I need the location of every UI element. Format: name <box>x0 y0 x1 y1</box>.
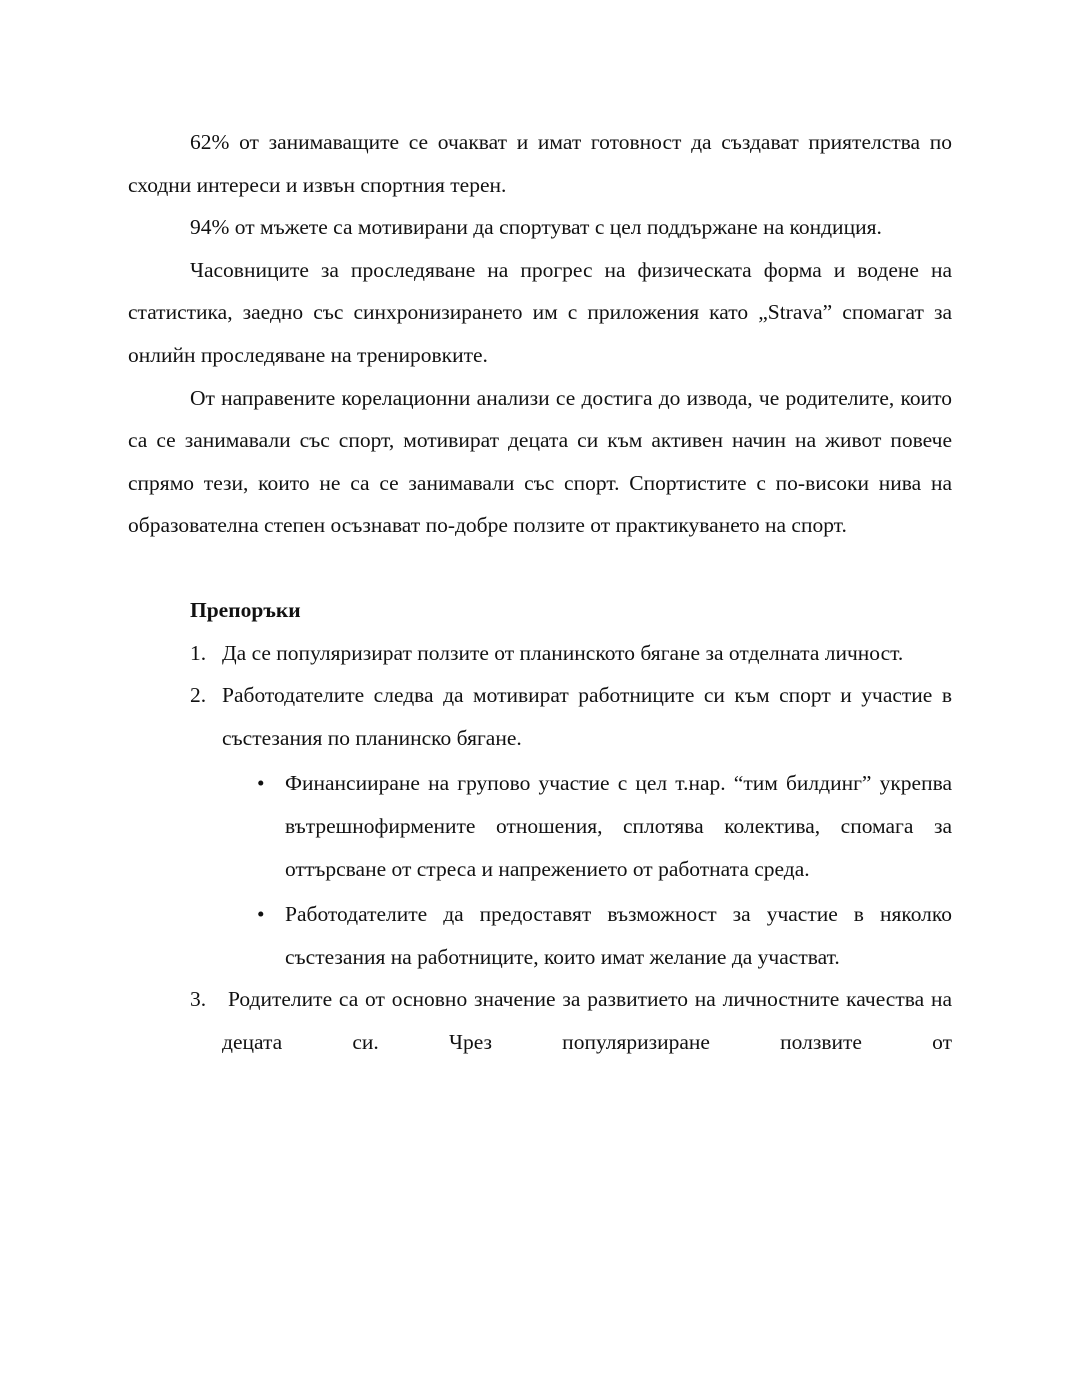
bullet-text: Финансииране на групово участие с цел т.нар. “тим билдинг” укрепва вътрешнофирмените отношения, сплотява колектива, спомага за оттърсване от стреса и напрежението от работната среда. <box>285 771 952 881</box>
recommendation-text: Да се популяризират ползите от планинското бягане за отделната личност. <box>222 640 904 665</box>
recommendations-heading: Препоръки <box>190 597 301 622</box>
paragraph-friendships: 62% от занимаващите се очакват и имат готовност да създават приятелства по сходни интереси и извън спортния терен. <box>128 130 952 197</box>
paragraph-correlation-analysis: От направените корелационни анализи се достига до извода, че родителите, които са се занимавали със спорт, мотивират децата си към активен начин на живот повече спрямо тези, които не са се занимавали със спорт. Спортистите с по-високи нива на образователна степен осъзнават по-добре ползите от практикуването на спорт. <box>128 385 952 538</box>
paragraph-watches-strava: Часовниците за проследяване на прогрес на физическата форма и водене на статистика, заедно със синхронизирането им с приложения като „Strava” спомагат за онлийн проследяване на тренировките. <box>128 257 952 367</box>
bullet-item <box>222 762 952 890</box>
bullet-item <box>222 893 952 978</box>
bullet-text: Работодателите да предоставят възможност за участие в няколко състезания на работниците, които имат желание да участват. <box>285 902 952 969</box>
recommendation-number: 1. <box>190 640 207 665</box>
employer-measures-list <box>222 762 952 978</box>
recommendation-number: 2. <box>190 683 207 708</box>
recommendation-item <box>128 978 952 1063</box>
recommendation-text: Родителите са от основно значение за развитието на личностните качества на децата си. Чрез популяризиране ползвите от <box>222 987 952 1054</box>
document-page <box>128 121 952 1063</box>
recommendation-text: Работодателите следва да мотивират работниците си към спорт и участие в състезания по планинско бягане. <box>222 683 952 750</box>
recommendations-list <box>128 632 952 1064</box>
recommendation-item <box>128 674 952 978</box>
bullet-symbol: • <box>257 902 265 927</box>
bullet-symbol: • <box>257 771 265 796</box>
recommendation-number: 3. <box>190 987 207 1012</box>
recommendation-item <box>128 632 952 675</box>
paragraph-men-motivation: 94% от мъжете са мотивирани да спортуват с цел поддържане на кондиция. <box>190 215 882 240</box>
